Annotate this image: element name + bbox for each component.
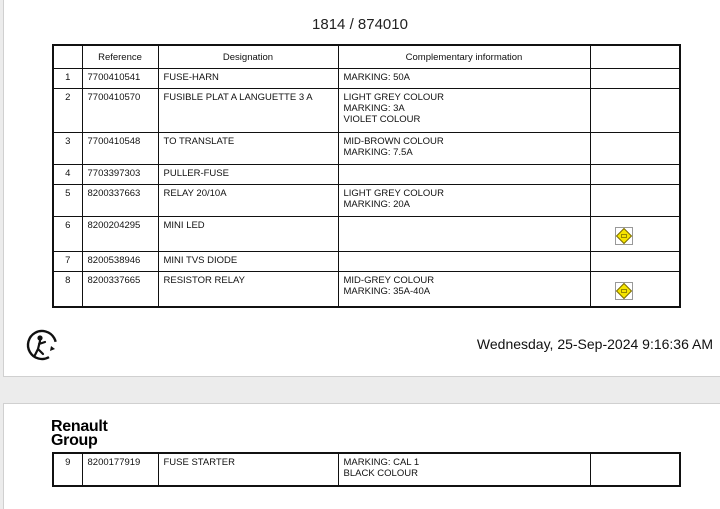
- renault-group-logo: [51, 420, 108, 448]
- complementary-info-line: MARKING: 7.5A: [343, 147, 413, 158]
- table-row: [53, 272, 680, 308]
- designation-cell: MINI LED: [158, 217, 338, 252]
- col-header-number: [53, 45, 82, 69]
- row-number: 1: [53, 69, 82, 89]
- reference-cell: 8200538946: [82, 252, 158, 272]
- recycle-figure-icon: [25, 328, 59, 362]
- table-row: [53, 453, 680, 486]
- table-row: [53, 89, 680, 133]
- complementary-info-cell: [338, 133, 590, 165]
- row-number: 7: [53, 252, 82, 272]
- complementary-info-cell: [338, 453, 590, 486]
- table-row: [53, 217, 680, 252]
- icon-cell: [590, 89, 680, 133]
- designation-cell: RELAY 20/10A: [158, 185, 338, 217]
- reference-cell: 8200177919: [82, 453, 158, 486]
- warning-diamond-icon[interactable]: [615, 227, 633, 245]
- reference-cell: 8200337665: [82, 272, 158, 308]
- designation-cell: RESISTOR RELAY: [158, 272, 338, 308]
- designation-cell: TO TRANSLATE: [158, 133, 338, 165]
- reference-cell: 8200204295: [82, 217, 158, 252]
- complementary-info-cell: [338, 252, 590, 272]
- row-number: 6: [53, 217, 82, 252]
- designation-cell: FUSIBLE PLAT A LANGUETTE 3 A: [158, 89, 338, 133]
- row-number: 4: [53, 165, 82, 185]
- icon-cell: [590, 165, 680, 185]
- print-timestamp: Wednesday, 25-Sep-2024 9:16:36 AM: [476, 336, 713, 352]
- reference-cell: 7700410548: [82, 133, 158, 165]
- col-header-complementary-information: Complementary information: [338, 45, 590, 69]
- complementary-info-line: LIGHT GREY COLOUR: [343, 92, 444, 103]
- col-header-icon: [590, 45, 680, 69]
- row-number: 5: [53, 185, 82, 217]
- complementary-info-cell: [338, 89, 590, 133]
- complementary-info-cell: [338, 165, 590, 185]
- logo-line-1: Renault: [51, 418, 108, 435]
- complementary-info-line: MARKING: 35A-40A: [343, 286, 431, 297]
- table-row: [53, 165, 680, 185]
- icon-cell: [590, 185, 680, 217]
- reference-cell: 7700410541: [82, 69, 158, 89]
- complementary-info-cell: [338, 69, 590, 89]
- table-row: [53, 133, 680, 165]
- reference-cell: 8200337663: [82, 185, 158, 217]
- icon-cell: [590, 252, 680, 272]
- designation-cell: MINI TVS DIODE: [158, 252, 338, 272]
- icon-cell: [590, 133, 680, 165]
- complementary-info-line: LIGHT GREY COLOUR: [343, 188, 444, 199]
- complementary-info-line: MARKING: 3A: [343, 103, 405, 114]
- warning-diamond-icon[interactable]: [615, 282, 633, 300]
- row-number: 8: [53, 272, 82, 308]
- table-row: [53, 69, 680, 89]
- reference-cell: 7703397303: [82, 165, 158, 185]
- col-header-designation: Designation: [158, 45, 338, 69]
- complementary-info-line: VIOLET COLOUR: [343, 114, 421, 125]
- complementary-info-line: MID-GREY COLOUR: [343, 275, 435, 286]
- document-title: 1814 / 874010: [312, 16, 408, 33]
- complementary-info-line: MARKING: 50A: [343, 72, 411, 83]
- reference-cell: 7700410570: [82, 89, 158, 133]
- table-row: [53, 185, 680, 217]
- icon-cell: [590, 453, 680, 486]
- icon-cell: [590, 272, 680, 308]
- complementary-info-cell: [338, 272, 590, 308]
- row-number: 9: [53, 453, 82, 486]
- icon-cell: [590, 69, 680, 89]
- table-header-row: [53, 45, 680, 69]
- col-header-reference: Reference: [82, 45, 158, 69]
- complementary-info-line: MARKING: CAL 1: [343, 457, 420, 468]
- icon-cell: [590, 217, 680, 252]
- row-number: 3: [53, 133, 82, 165]
- parts-table-continued: [52, 452, 681, 487]
- complementary-info-cell: [338, 185, 590, 217]
- logo-line-2: Group: [51, 432, 98, 449]
- complementary-info-cell: [338, 217, 590, 252]
- designation-cell: PULLER-FUSE: [158, 165, 338, 185]
- designation-cell: FUSE-HARN: [158, 69, 338, 89]
- parts-table: [52, 44, 681, 308]
- row-number: 2: [53, 89, 82, 133]
- complementary-info-line: MID-BROWN COLOUR: [343, 136, 444, 147]
- table-row: [53, 252, 680, 272]
- designation-cell: FUSE STARTER: [158, 453, 338, 486]
- complementary-info-line: MARKING: 20A: [343, 199, 411, 210]
- complementary-info-line: BLACK COLOUR: [343, 468, 418, 479]
